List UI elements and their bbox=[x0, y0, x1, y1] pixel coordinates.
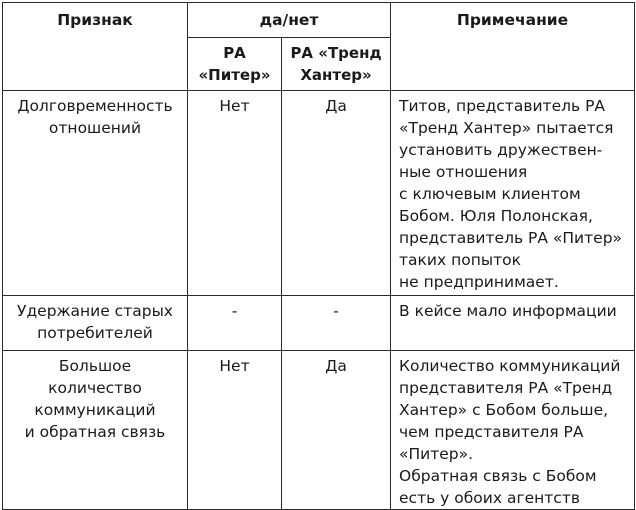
note-line: представитель РА «Питер» bbox=[399, 229, 623, 247]
note-line: Хантер» с Бобом больше, bbox=[399, 401, 609, 419]
feature-line: количество bbox=[48, 379, 142, 397]
header-agency-piter-line1: РА bbox=[223, 44, 246, 62]
note-line: с ключевым клиентом bbox=[399, 185, 581, 203]
note-line: есть у обоих агентств bbox=[399, 489, 580, 507]
note-line: Обратная связь с Бобом bbox=[399, 467, 597, 485]
agency-piter-value: Нет bbox=[188, 91, 282, 296]
feature-line: коммуникаций bbox=[34, 401, 156, 419]
note-line: В кейсе мало информации bbox=[399, 302, 617, 320]
note-line: представителя РА «Тренд bbox=[399, 379, 613, 397]
note-line: Бобом. Юля Полонская, bbox=[399, 207, 593, 225]
agency-trend-value: Да bbox=[282, 91, 391, 296]
feature-line: Долговременность bbox=[17, 97, 173, 115]
note-line: «Тренд Хантер» пытается bbox=[399, 119, 614, 137]
feature-cell bbox=[3, 351, 188, 510]
header-agency-piter-line2: «Питер» bbox=[198, 66, 271, 84]
note-cell bbox=[391, 296, 635, 351]
note-cell bbox=[391, 351, 635, 510]
table-row bbox=[3, 296, 635, 351]
note-line: Количество коммуникаций bbox=[399, 357, 621, 375]
comparison-table bbox=[2, 2, 635, 510]
agency-trend-value: - bbox=[282, 296, 391, 351]
header-agency-piter bbox=[188, 38, 282, 91]
note-line: чем представителя РА bbox=[399, 423, 584, 441]
agency-trend-value: Да bbox=[282, 351, 391, 510]
feature-line: Большое bbox=[58, 357, 132, 375]
header-feature: Признак bbox=[3, 3, 188, 91]
feature-cell bbox=[3, 296, 188, 351]
header-yesno: да/нет bbox=[188, 3, 391, 38]
note-line: ные отношения bbox=[399, 163, 528, 181]
note-line: «Питер». bbox=[399, 445, 474, 463]
agency-piter-value: Нет bbox=[188, 351, 282, 510]
feature-line: потребителей bbox=[37, 324, 153, 342]
note-line: не предпринимает. bbox=[399, 273, 559, 291]
header-agency-trend-line1: РА «Тренд bbox=[290, 44, 382, 62]
table-row bbox=[3, 91, 635, 296]
header-agency-trend bbox=[282, 38, 391, 91]
note-line: Титов, представитель РА bbox=[399, 97, 606, 115]
header-row bbox=[3, 3, 635, 38]
note-line: таких попыток bbox=[399, 251, 521, 269]
feature-line: Удержание старых bbox=[17, 302, 173, 320]
header-agency-trend-line2: Хантер» bbox=[300, 66, 372, 84]
table-row bbox=[3, 351, 635, 510]
header-note: Примечание bbox=[391, 3, 635, 91]
feature-cell bbox=[3, 91, 188, 296]
feature-line: отношений bbox=[48, 119, 142, 137]
note-cell bbox=[391, 91, 635, 296]
agency-piter-value: - bbox=[188, 296, 282, 351]
feature-line: и обратная связь bbox=[24, 423, 166, 441]
note-line: установить дружествен- bbox=[399, 141, 603, 159]
